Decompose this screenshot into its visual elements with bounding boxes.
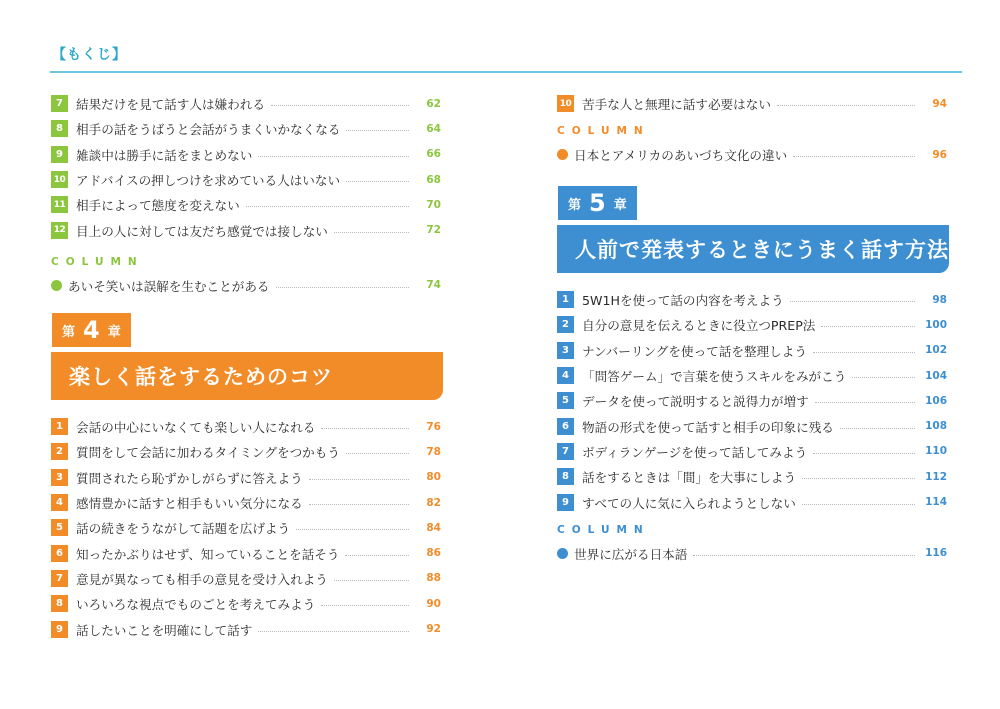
dot-leader — [802, 504, 915, 505]
toc-entry[interactable] — [51, 167, 441, 192]
entry-page: 114 — [925, 496, 947, 509]
entry-page: 62 — [426, 97, 441, 110]
dot-leader — [258, 156, 409, 157]
entry-number: 2 — [51, 443, 68, 460]
toc-header: 【もくじ】 — [52, 47, 127, 63]
entry-number: 4 — [51, 494, 68, 511]
dot-leader — [276, 287, 410, 288]
entry-page: 96 — [932, 148, 947, 161]
entry-page: 64 — [426, 122, 441, 135]
dot-leader — [334, 232, 409, 233]
dot-leader — [813, 453, 915, 454]
chapter-suffix: 章 — [107, 324, 121, 340]
dot-leader — [693, 555, 915, 556]
entry-title: アドバイスの押しつけを求めている人はいない — [76, 173, 341, 189]
dot-leader — [271, 105, 409, 106]
chapter-number: 4 — [83, 316, 100, 344]
entry-title: 相手の話をうばうと会話がうまくいかなくなる — [76, 122, 341, 138]
entry-page: 72 — [426, 224, 441, 237]
entry-title: 苦手な人と無理に話す必要はない — [582, 97, 771, 113]
toc-entry[interactable] — [51, 116, 441, 141]
toc-entry[interactable] — [51, 414, 441, 439]
toc-entry[interactable] — [557, 91, 947, 116]
dot-leader — [346, 453, 409, 454]
dot-leader — [309, 504, 409, 505]
entry-page: 76 — [426, 420, 441, 433]
dot-leader — [821, 326, 915, 327]
entry-number: 1 — [557, 291, 574, 308]
entry-page: 82 — [426, 496, 441, 509]
entry-number: 8 — [51, 595, 68, 612]
chapter4-title: 楽しく話をするためのコツ — [51, 352, 443, 400]
entry-title: 5W1Hを使って話の内容を考えよう — [582, 293, 784, 309]
toc-entry[interactable] — [557, 363, 947, 388]
entry-page: 92 — [426, 623, 441, 636]
toc-entry[interactable] — [557, 439, 947, 464]
dot-leader — [813, 352, 915, 353]
dot-leader — [840, 428, 915, 429]
entry-number: 5 — [51, 519, 68, 536]
dot-leader — [246, 206, 409, 207]
entry-page: 116 — [925, 547, 947, 560]
entry-number: 6 — [51, 545, 68, 562]
dot-leader — [346, 130, 409, 131]
dot-leader — [296, 529, 409, 530]
dot-leader — [321, 605, 409, 606]
column-label: COLUMN — [557, 125, 650, 138]
toc-entry[interactable] — [557, 413, 947, 438]
entry-page: 86 — [426, 547, 441, 560]
chapter4-list — [51, 414, 441, 642]
entry-title: 知ったかぶりはせず、知っていることを話そう — [76, 546, 340, 562]
entry-title: 結果だけを見て話す人は嫌われる — [76, 97, 265, 113]
entry-title: 話をするときは「間」を大事にしよう — [582, 470, 797, 486]
toc-entry[interactable] — [51, 439, 441, 464]
column-entry[interactable] — [51, 273, 441, 298]
entry-number: 9 — [51, 146, 68, 163]
toc-entry[interactable] — [557, 464, 947, 489]
entry-number: 9 — [557, 494, 574, 511]
entry-title: 日本とアメリカのあいづち文化の違い — [574, 148, 788, 164]
dot-leader — [321, 428, 409, 429]
entry-number: 10 — [557, 95, 574, 112]
entry-page: 90 — [426, 597, 441, 610]
entry-page: 110 — [925, 445, 947, 458]
entry-title: ナンバーリングを使って話を整理しよう — [582, 343, 807, 359]
bullet-dot-icon — [557, 548, 568, 559]
bullet-dot-icon — [51, 280, 62, 291]
entry-title: 世界に広がる日本語 — [574, 546, 688, 562]
entry-page: 70 — [426, 198, 441, 211]
dot-leader — [309, 479, 409, 480]
entry-number: 9 — [51, 621, 68, 638]
entry-page: 80 — [426, 471, 441, 484]
entry-page: 108 — [925, 420, 947, 433]
chapter-prefix: 第 — [62, 324, 76, 340]
column-entry[interactable] — [557, 142, 947, 167]
entry-page: 104 — [925, 369, 947, 382]
chapter5-list — [557, 287, 947, 566]
entry-number: 8 — [557, 468, 574, 485]
dot-leader — [815, 402, 915, 403]
entry-number: 5 — [557, 392, 574, 409]
entry-title: あいそ笑いは誤解を生むことがある — [68, 278, 270, 294]
entry-title: 相手によって態度を変えない — [76, 198, 240, 214]
entry-number: 3 — [51, 469, 68, 486]
entry-title: すべての人に気に入られようとしない — [582, 495, 796, 511]
chapter5-badge — [555, 183, 640, 223]
dot-leader — [802, 478, 915, 479]
entry-title: いろいろな視点でものごとを考えてみよう — [76, 597, 316, 613]
column-label: COLUMN — [51, 255, 144, 268]
entry-page: 78 — [426, 445, 441, 458]
entry-number: 2 — [557, 316, 574, 333]
toc-entry[interactable] — [51, 566, 441, 591]
entry-number: 8 — [51, 120, 68, 137]
entry-number: 7 — [51, 95, 68, 112]
entry-title: 質問されたら恥ずかしがらずに答えよう — [76, 470, 303, 486]
toc-entry[interactable] — [51, 192, 441, 217]
entry-title: 目上の人に対しては友だち感覚では接しない — [76, 223, 328, 239]
dot-leader — [793, 156, 915, 157]
entry-title: データを使って説明すると説得力が増す — [582, 394, 809, 410]
dot-leader — [258, 631, 409, 632]
toc-entry[interactable] — [51, 540, 441, 565]
chapter-number: 5 — [589, 189, 606, 217]
entry-title: 物語の形式を使って話すと相手の印象に残る — [582, 419, 834, 435]
chapter3-list — [51, 91, 441, 298]
entry-page: 74 — [426, 279, 441, 292]
entry-page: 88 — [426, 572, 441, 585]
toc-entry[interactable] — [51, 142, 441, 167]
entry-page: 102 — [925, 344, 947, 357]
entry-number: 4 — [557, 367, 574, 384]
entry-page: 112 — [925, 470, 947, 483]
column-label: COLUMN — [557, 523, 650, 536]
dot-leader — [345, 555, 409, 556]
column-entry[interactable] — [557, 541, 947, 566]
entry-title: ボディランゲージを使って話してみよう — [582, 444, 808, 460]
toc-entry[interactable] — [51, 515, 441, 540]
entry-number: 12 — [51, 222, 68, 239]
chapter-prefix: 第 — [568, 197, 582, 213]
toc-entry[interactable] — [51, 465, 441, 490]
entry-title: 会話の中心にいなくても楽しい人になれる — [76, 420, 316, 436]
entry-title: 質問をして会話に加わるタイミングをつかもう — [76, 445, 340, 461]
toc-entry[interactable] — [51, 591, 441, 616]
toc-entry[interactable] — [51, 616, 441, 641]
toc-entry[interactable] — [51, 91, 441, 116]
toc-entry[interactable] — [51, 490, 441, 515]
entry-page: 68 — [426, 173, 441, 186]
entry-title: 「問答ゲーム」で言葉を使うスキルをみがこう — [582, 369, 847, 385]
chapter4-continued-list — [557, 91, 947, 168]
entry-number: 3 — [557, 342, 574, 359]
entry-number: 10 — [51, 171, 68, 188]
dot-leader — [790, 301, 915, 302]
dot-leader — [346, 181, 409, 182]
entry-number: 7 — [51, 570, 68, 587]
entry-number: 7 — [557, 443, 574, 460]
entry-page: 106 — [925, 394, 947, 407]
entry-page: 100 — [925, 318, 947, 331]
chapter4-badge — [49, 310, 134, 350]
toc-entry[interactable] — [557, 338, 947, 363]
entry-title: 感情豊かに話すと相手もいい気分になる — [76, 496, 303, 512]
toc-entry[interactable] — [557, 312, 947, 337]
toc-entry[interactable] — [557, 388, 947, 413]
entry-page: 66 — [426, 148, 441, 161]
toc-entry[interactable] — [557, 287, 947, 312]
dot-leader — [334, 580, 409, 581]
entry-title: 話の続きをうながして話題を広げよう — [76, 521, 291, 537]
toc-entry[interactable] — [557, 489, 947, 514]
header-divider — [50, 71, 962, 73]
chapter5-title: 人前で発表するときにうまく話す方法 — [557, 225, 949, 273]
chapter-suffix: 章 — [613, 197, 627, 213]
entry-page: 94 — [932, 97, 947, 110]
entry-page: 98 — [932, 293, 947, 306]
entry-page: 84 — [426, 521, 441, 534]
entry-number: 1 — [51, 418, 68, 435]
entry-number: 11 — [51, 196, 68, 213]
entry-title: 雑談中は勝手に話をまとめない — [76, 147, 253, 163]
bullet-dot-icon — [557, 149, 568, 160]
entry-number: 6 — [557, 418, 574, 435]
dot-leader — [852, 377, 915, 378]
entry-title: 話したいことを明確にして話す — [76, 622, 253, 638]
entry-title: 自分の意見を伝えるときに役立つPREP法 — [582, 318, 816, 334]
dot-leader — [777, 105, 915, 106]
toc-entry[interactable] — [51, 217, 441, 242]
entry-title: 意見が異なっても相手の意見を受け入れよう — [76, 571, 328, 587]
